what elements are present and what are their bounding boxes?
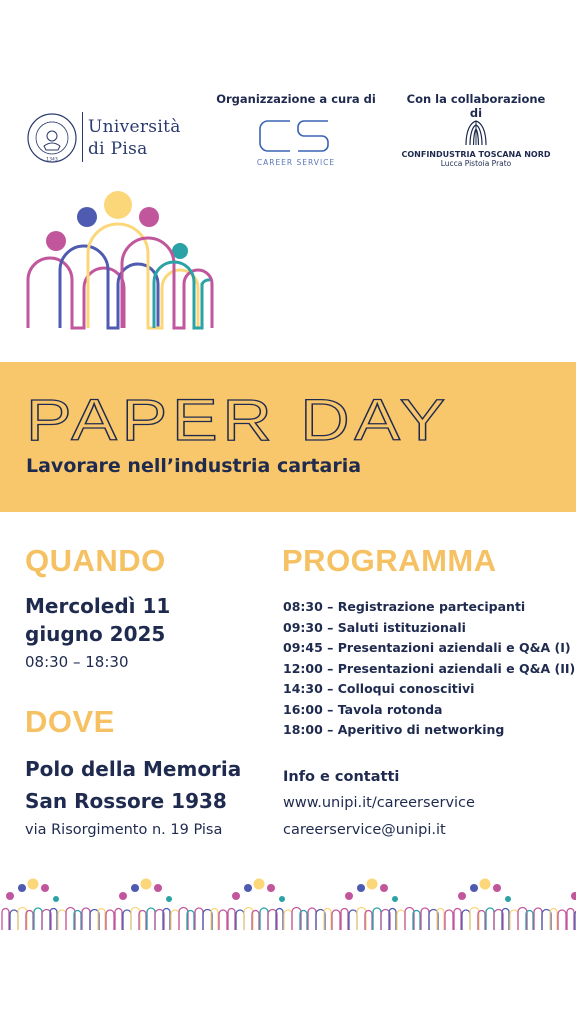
footer-arch xyxy=(373,908,381,930)
footer-arch xyxy=(486,908,494,930)
footer-arch xyxy=(34,908,42,930)
logo-divider xyxy=(82,112,83,162)
footer-arch xyxy=(558,910,566,930)
footer-head xyxy=(380,884,388,892)
career-service-logo xyxy=(256,117,332,155)
program-item: 16:00 – Tavola rotonda xyxy=(283,701,443,717)
footer-arch xyxy=(445,910,453,930)
footer-arch xyxy=(147,908,155,930)
footer-head xyxy=(41,884,49,892)
footer-arch xyxy=(115,909,122,931)
contacts-email-link[interactable]: careerservice@unipi.it xyxy=(283,822,446,838)
footer-head xyxy=(392,896,398,902)
footer-head xyxy=(6,892,14,900)
confindustria-subtitle: Lucca Pistoia Prato xyxy=(440,159,512,168)
footer-arch xyxy=(341,909,348,931)
footer-arch xyxy=(567,909,574,931)
footer-head xyxy=(345,892,353,900)
career-service-caption: CAREER SERVICE xyxy=(256,158,336,167)
confindustria-logo xyxy=(460,117,492,149)
university-name xyxy=(88,116,181,160)
footer-head xyxy=(480,879,491,890)
seal-year: 1343 xyxy=(46,157,58,163)
footer-arch xyxy=(284,910,292,930)
collaboration-title: Con la collaborazione di xyxy=(406,92,546,120)
contacts-website-link[interactable]: www.unipi.it/careerservice xyxy=(283,795,475,811)
footer-arch xyxy=(534,908,542,930)
footer-arch xyxy=(236,910,244,930)
footer-head xyxy=(357,884,365,892)
footer-head xyxy=(18,884,26,892)
contacts-title: Info e contatti xyxy=(283,769,400,785)
footer-head xyxy=(119,892,127,900)
event-time: 08:30 – 18:30 xyxy=(25,653,129,671)
footer-arch xyxy=(332,910,340,930)
footer-head xyxy=(571,892,576,900)
footer-arch xyxy=(106,910,114,930)
when-heading: QUANDO xyxy=(25,543,166,578)
venue-name: Polo della Memoria San Rossore 1938 xyxy=(25,757,242,813)
venue-address: via Risorgimento n. 19 Pisa xyxy=(25,822,223,838)
university-seal-icon xyxy=(26,112,78,164)
footer-arch xyxy=(454,909,461,931)
footer-head xyxy=(505,896,511,902)
people-group-icon xyxy=(22,188,218,334)
footer-head xyxy=(154,884,162,892)
footer-arch xyxy=(462,910,470,930)
program-item: 18:00 – Aperitivo di networking xyxy=(283,722,505,737)
program-item: 14:30 – Colloqui conoscitivi xyxy=(283,681,475,696)
footer-arch xyxy=(260,908,268,930)
footer-arch xyxy=(58,910,66,930)
program-item: 09:45 – Presentazioni aziendali e Q&A (I) xyxy=(283,640,571,655)
footer-head xyxy=(232,892,240,900)
program-heading: PROGRAMMA xyxy=(282,543,497,578)
university-name-line2: di Pisa xyxy=(88,139,148,159)
event-date: Mercoledì 11 giugno 2025 xyxy=(25,594,171,646)
program-item: 08:30 – Registrazione partecipanti xyxy=(283,599,526,614)
footer-arch xyxy=(421,908,429,930)
footer-head xyxy=(53,896,59,902)
event-subtitle: Lavorare nell’industria cartaria xyxy=(26,455,362,477)
footer-head xyxy=(244,884,252,892)
footer-arch xyxy=(510,910,518,930)
footer-arch xyxy=(397,910,405,930)
people-pattern-footer xyxy=(0,872,576,934)
footer-head xyxy=(279,896,285,902)
footer-head xyxy=(493,884,501,892)
footer-head xyxy=(141,879,152,890)
program-item: 09:30 – Saluti istituzionali xyxy=(283,619,466,635)
event-title-text: PAPER DAY xyxy=(26,394,450,446)
event-title xyxy=(26,394,466,446)
footer-head xyxy=(367,879,378,890)
footer-arch xyxy=(171,910,179,930)
footer-head xyxy=(254,879,265,890)
footer-head xyxy=(458,892,466,900)
confindustria-name: CONFINDUSTRIA TOSCANA NORD xyxy=(401,150,551,159)
footer-arch xyxy=(228,909,235,931)
footer-arch xyxy=(308,908,316,930)
footer-arch xyxy=(123,910,131,930)
footer-head xyxy=(166,896,172,902)
program-item: 12:00 – Presentazioni aziendali e Q&A (II) xyxy=(283,660,576,676)
footer-arch xyxy=(10,910,18,930)
program-list xyxy=(283,597,576,741)
organizer-title: Organizzazione a cura di xyxy=(216,92,376,106)
footer-head xyxy=(28,879,39,890)
footer-arch xyxy=(349,910,357,930)
footer-arch xyxy=(2,909,9,931)
footer-head xyxy=(267,884,275,892)
footer-head xyxy=(470,884,478,892)
where-heading: DOVE xyxy=(25,704,115,739)
footer-head xyxy=(131,884,139,892)
footer-arch xyxy=(195,908,203,930)
footer-arch xyxy=(82,908,90,930)
university-name-line1: Università xyxy=(88,117,181,137)
footer-arch xyxy=(219,910,227,930)
